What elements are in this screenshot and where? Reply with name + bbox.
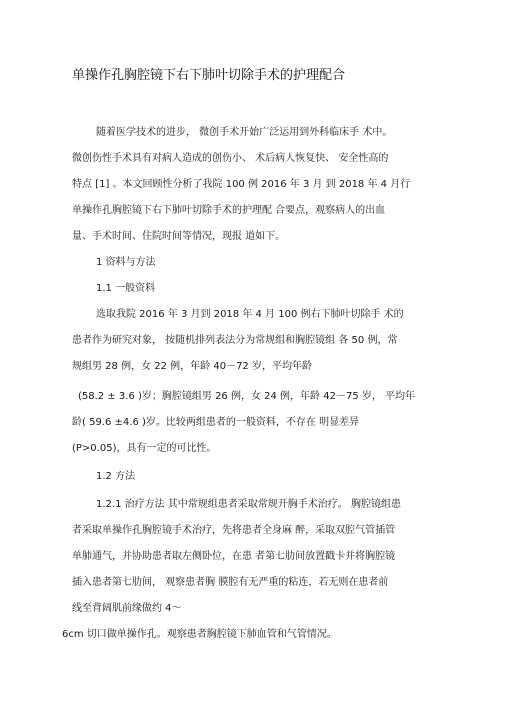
paragraph-line: 特点 [1] 。本文回顾性分析了我院 100 例 2016 年 3 月 到 2018 年 4 月行	[72, 179, 411, 190]
paragraph-line: 随着医学技术的进步， 微创手术开始广泛运用到外科临床手 术中。	[96, 127, 393, 138]
paragraph-line: 线至背阔肌前缘做约 4～	[72, 603, 182, 614]
paragraph-line: 单操作孔胸腔镜下右下肺叶切除手术的护理配 合要点，观察病人的出血	[72, 205, 386, 216]
subsection-heading: 1.2 方法	[96, 471, 136, 482]
document-title: 单操作孔胸腔镜下右下肺叶切除手术的护理配合	[72, 68, 346, 83]
paragraph-line: 者采取单操作孔胸腔镜手术治疗，先将患者全身麻 醉，采取双腔气管插管	[72, 525, 396, 536]
paragraph-line: 单肺通气，并协助患者取左侧卧位，在患 者第七肋间放置戳卡并将胸腔镜	[72, 551, 396, 562]
section-heading: 1 资料与方法	[96, 257, 156, 268]
paragraph-line: (58.2 ± 3.6 )岁；胸腔镜组男 26 例，女 24 例，年龄 42－75 岁， 平均年	[78, 391, 416, 402]
paragraph-line: 1.2.1 治疗方法 其中常规组患者采取常规开胸手术治疗。 胸腔镜组患	[96, 499, 401, 510]
paragraph-line: 选取我院 2016 年 3 月到 2018 年 4 月 100 例右下肺叶切除手 术的	[96, 309, 404, 320]
paragraph-line: 6cm 切口做单操作孔。观察患者胸腔镜下肺血管和气管情况。	[62, 629, 337, 640]
paragraph-line: 龄( 59.6 ±4.6 )岁。比较两组患者的一般资料，不存在 明显差异	[72, 417, 360, 428]
paragraph-line: 微创伤性手术具有对病人造成的创伤小、 术后病人恢复快、 安全性高的	[72, 153, 389, 164]
paragraph-line: 规组男 28 例，女 22 例，年龄 40－72 岁，平均年龄	[72, 361, 312, 372]
paragraph-line: 插入患者第七肋间， 观察患者胸 膜腔有无严重的粘连，若无则在患者前	[72, 577, 389, 588]
paragraph-line: (P>0.05)，具有一定的可比性。	[72, 443, 217, 454]
subsection-heading: 1.1 一般资料	[96, 283, 156, 294]
paragraph-line: 量、手术时间、住院时间等情况，现报 道如下。	[72, 231, 286, 242]
paragraph-line: 患者作为研究对象， 按随机排列表法分为常规组和胸腔镜组 各 50 例，常	[72, 335, 398, 346]
